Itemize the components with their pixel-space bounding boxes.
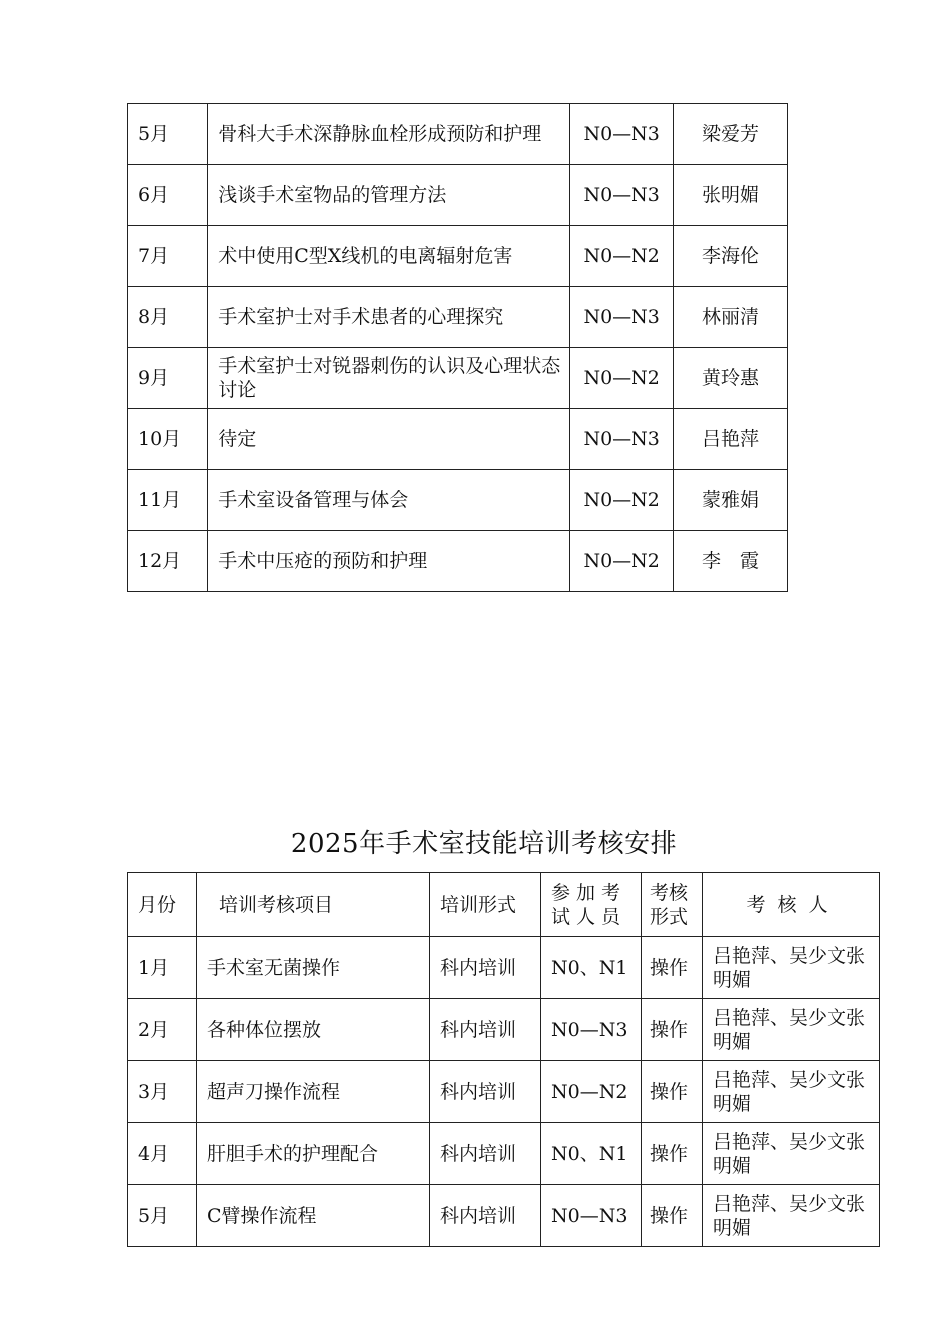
examiner-cell: 吕艳萍、吴少文张明媚: [703, 1123, 880, 1185]
header-form: 培训形式: [430, 873, 541, 937]
speaker-cell: 蒙雅娟: [673, 470, 787, 531]
table-row: [128, 409, 788, 470]
table-row: [128, 531, 788, 592]
month-cell: 7月: [128, 226, 208, 287]
speaker-cell: 李 霞: [673, 531, 787, 592]
exam-type-cell: 操作: [642, 1061, 703, 1123]
table-row: [128, 470, 788, 531]
table-row: [128, 1185, 880, 1247]
item-cell: 各种体位摆放: [197, 999, 430, 1061]
level-cell: N0—N3: [570, 165, 673, 226]
lecture-schedule-table: [127, 103, 788, 592]
speaker-cell: 梁爱芳: [673, 104, 787, 165]
header-month: 月份: [128, 873, 197, 937]
month-cell: 8月: [128, 287, 208, 348]
form-cell: 科内培训: [430, 1185, 541, 1247]
form-cell: 科内培训: [430, 1123, 541, 1185]
item-cell: 肝胆手术的护理配合: [197, 1123, 430, 1185]
table-row: [128, 165, 788, 226]
topic-cell: 手术室护士对锐器刺伤的认识及心理状态讨论: [208, 348, 570, 409]
month-cell: 6月: [128, 165, 208, 226]
participants-cell: N0、N1: [541, 1123, 642, 1185]
month-cell: 5月: [128, 1185, 197, 1247]
table-header-row: [128, 873, 880, 937]
topic-cell: 手术中压疮的预防和护理: [208, 531, 570, 592]
level-cell: N0—N3: [570, 409, 673, 470]
topic-cell: 浅谈手术室物品的管理方法: [208, 165, 570, 226]
topic-cell: 术中使用C型X线机的电离辐射危害: [208, 226, 570, 287]
month-cell: 5月: [128, 104, 208, 165]
header-item: 培训考核项目: [197, 873, 430, 937]
level-cell: N0—N2: [570, 226, 673, 287]
participants-cell: N0—N2: [541, 1061, 642, 1123]
exam-type-cell: 操作: [642, 937, 703, 999]
exam-type-cell: 操作: [642, 1123, 703, 1185]
form-cell: 科内培训: [430, 1061, 541, 1123]
month-cell: 4月: [128, 1123, 197, 1185]
level-cell: N0—N3: [570, 287, 673, 348]
form-cell: 科内培训: [430, 937, 541, 999]
exam-type-cell: 操作: [642, 999, 703, 1061]
level-cell: N0—N2: [570, 348, 673, 409]
examiner-cell: 吕艳萍、吴少文张明媚: [703, 937, 880, 999]
table-row: [128, 937, 880, 999]
month-cell: 3月: [128, 1061, 197, 1123]
skills-training-title: 2025年手术室技能培训考核安排: [290, 829, 678, 859]
skills-training-table: [127, 872, 880, 1247]
exam-type-cell: 操作: [642, 1185, 703, 1247]
month-cell: 10月: [128, 409, 208, 470]
participants-cell: N0—N3: [541, 1185, 642, 1247]
header-examiner: 考核人: [703, 873, 880, 937]
header-participants: 参加考试人员: [541, 873, 642, 937]
speaker-cell: 张明媚: [673, 165, 787, 226]
level-cell: N0—N3: [570, 104, 673, 165]
topic-cell: 骨科大手术深静脉血栓形成预防和护理: [208, 104, 570, 165]
examiner-cell: 吕艳萍、吴少文张明媚: [703, 999, 880, 1061]
item-cell: 超声刀操作流程: [197, 1061, 430, 1123]
speaker-cell: 吕艳萍: [673, 409, 787, 470]
table-row: [128, 226, 788, 287]
table-row: [128, 348, 788, 409]
examiner-cell: 吕艳萍、吴少文张明媚: [703, 1185, 880, 1247]
table-row: [128, 999, 880, 1061]
month-cell: 11月: [128, 470, 208, 531]
table-row: [128, 1061, 880, 1123]
speaker-cell: 黄玲惠: [673, 348, 787, 409]
topic-cell: 手术室护士对手术患者的心理探究: [208, 287, 570, 348]
examiner-cell: 吕艳萍、吴少文张明媚: [703, 1061, 880, 1123]
month-cell: 2月: [128, 999, 197, 1061]
header-exam-type: 考核形式: [642, 873, 703, 937]
month-cell: 1月: [128, 937, 197, 999]
topic-cell: 手术室设备管理与体会: [208, 470, 570, 531]
participants-cell: N0—N3: [541, 999, 642, 1061]
table-row: [128, 104, 788, 165]
speaker-cell: 李海伦: [673, 226, 787, 287]
month-cell: 9月: [128, 348, 208, 409]
level-cell: N0—N2: [570, 470, 673, 531]
table-row: [128, 287, 788, 348]
item-cell: C臂操作流程: [197, 1185, 430, 1247]
form-cell: 科内培训: [430, 999, 541, 1061]
speaker-cell: 林丽清: [673, 287, 787, 348]
participants-cell: N0、N1: [541, 937, 642, 999]
table-row: [128, 1123, 880, 1185]
level-cell: N0—N2: [570, 531, 673, 592]
month-cell: 12月: [128, 531, 208, 592]
item-cell: 手术室无菌操作: [197, 937, 430, 999]
topic-cell: 待定: [208, 409, 570, 470]
